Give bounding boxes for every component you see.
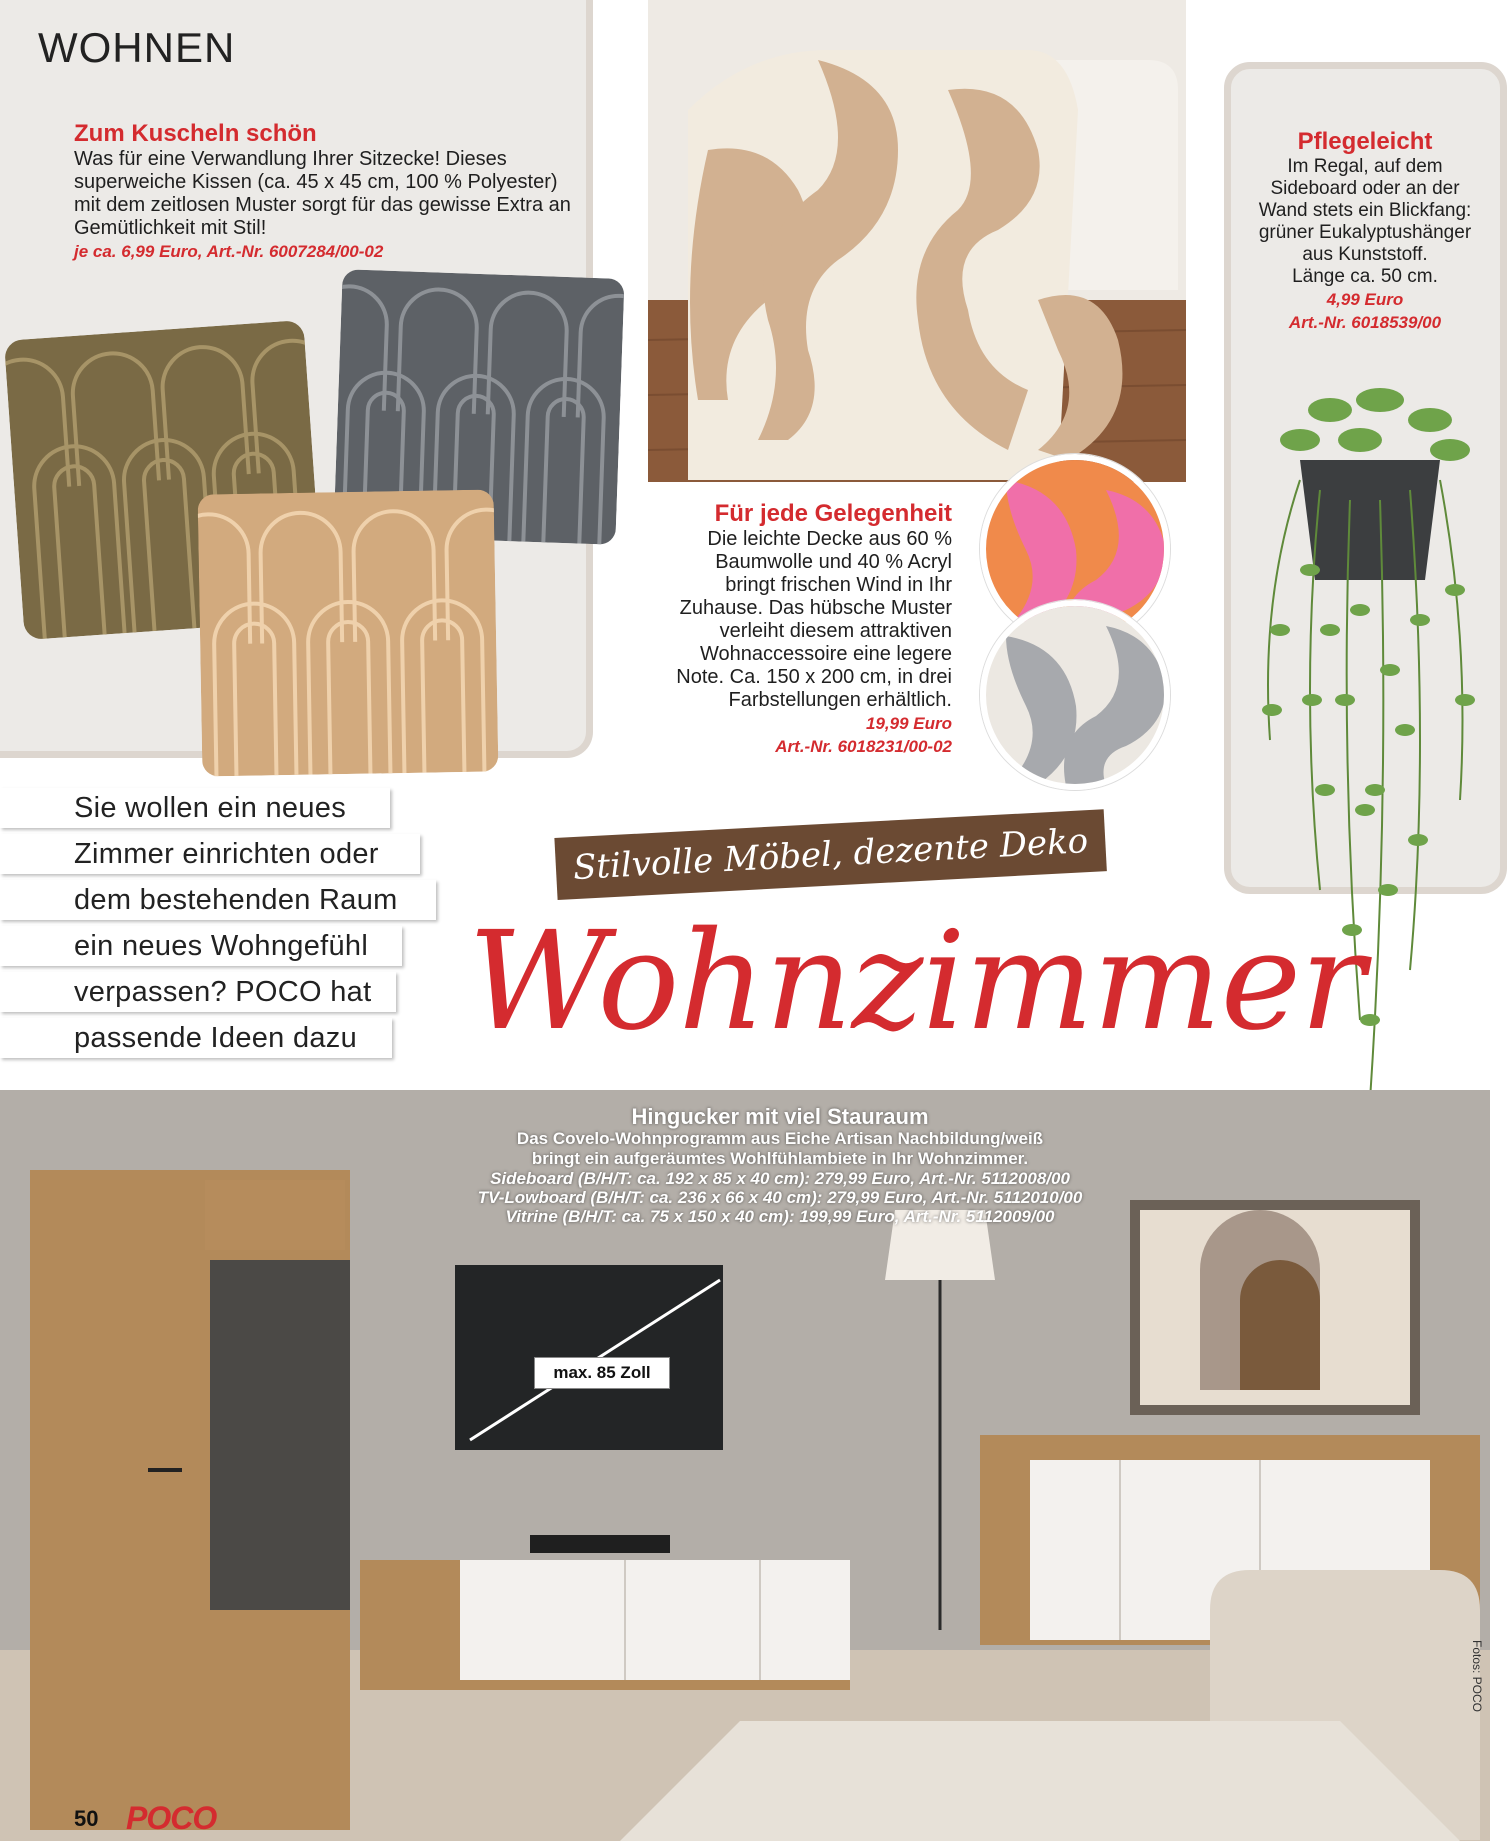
blanket-line: bringt frischen Wind in Ihr (725, 574, 952, 596)
intro-line: dem bestehenden Raum (0, 880, 436, 920)
plant-text-block (1240, 128, 1490, 334)
cushion-title: Zum Kuscheln schön (74, 120, 317, 147)
plant-line: aus Kunststoff. (1302, 244, 1428, 265)
room-body-line: bringt ein aufgeräumtes Wohlfühlambiete in Ihr Wohnzimmer. (531, 1149, 1029, 1168)
intro-line: passende Ideen dazu (0, 1018, 392, 1058)
cushion-body: Was für eine Verwandlung Ihrer Sitzecke! Dieses superweiche Kissen (ca. 45 x 45 cm, 100 % Polyester) mit dem zeitlosen Muster sorgt für das gewisse Extra an Gemütlichkeit mit Stil! (74, 148, 571, 239)
room-title: Hingucker mit viel Stauraum (631, 1104, 929, 1129)
plant-title: Pflegeleicht (1297, 128, 1433, 155)
page-number: 50 (74, 1806, 99, 1831)
tv-size-label: max. 85 Zoll (534, 1357, 670, 1389)
beige-cushion-image (198, 489, 499, 776)
section-label: WOHNEN (38, 24, 236, 71)
blanket-photo (648, 0, 1186, 482)
blanket-article: Art.-Nr. 6018231/00-02 (775, 737, 952, 756)
room-body-line: Das Covelo-Wohnprogramm aus Eiche Artisan Nachbildung/weiß (516, 1129, 1044, 1148)
blanket-line: Farbstellungen erhältlich. (728, 689, 952, 711)
intro-line: ein neues Wohngefühl (0, 926, 402, 966)
brand-logo: POCO (126, 1800, 217, 1836)
room-spec-line: Sideboard (B/H/T: ca. 192 x 85 x 40 cm): 279,99 Euro, Art.-Nr. 5112008/00 (490, 1169, 1070, 1188)
grey-swatch-image (980, 600, 1170, 790)
photo-credit: Fotos: POCO (1470, 1640, 1484, 1713)
plant-line: Sideboard oder an der (1270, 178, 1460, 199)
intro-line: Zimmer einrichten oder (0, 834, 420, 874)
blanket-line: verleiht diesem attraktiven (719, 620, 952, 642)
plant-line: Im Regal, auf dem (1287, 156, 1443, 177)
cushion-price-article: je ca. 6,99 Euro, Art.-Nr. 6007284/00-02 (74, 242, 384, 261)
blanket-line: Zuhause. Das hübsche Muster (679, 597, 952, 619)
blanket-line: Baumwolle und 40 % Acryl (715, 551, 952, 573)
blanket-line: Wohnaccessoire eine legere (699, 643, 952, 665)
blanket-line: Die leichte Decke aus 60 % (707, 528, 952, 550)
room-text-block (420, 1104, 1140, 1226)
plant-article: Art.-Nr. 6018539/00 (1288, 313, 1442, 332)
kicker-ribbon (554, 809, 1106, 900)
cushion-text-block (74, 120, 574, 263)
blanket-title: Für jede Gelegenheit (714, 500, 952, 527)
room-spec-line: Vitrine (B/H/T: ca. 75 x 150 x 40 cm): 199,99 Euro, Art.-Nr. 5112009/00 (505, 1207, 1055, 1226)
blanket-line: Note. Ca. 150 x 200 cm, in drei (676, 666, 952, 688)
blanket-text-block (620, 500, 952, 758)
plant-line: grüner Eukalyptushänger (1258, 222, 1472, 243)
plant-line: Wand stets ein Blickfang: (1258, 200, 1472, 221)
plant-price: 4,99 Euro (1326, 290, 1404, 309)
intro-line: Sie wollen ein neues (0, 788, 390, 828)
blanket-price: 19,99 Euro (866, 714, 952, 733)
plant-line: Länge ca. 50 cm. (1292, 266, 1438, 287)
kicker-text: Stilvolle Möbel, dezente Deko (572, 821, 1090, 889)
intro-line: verpassen? POCO hat (0, 972, 396, 1012)
room-spec-line: TV-Lowboard (B/H/T: ca. 236 x 66 x 40 cm): 279,99 Euro, Art.-Nr. 5112010/00 (477, 1188, 1083, 1207)
page-title: Wohnzimmer (468, 903, 1365, 1061)
